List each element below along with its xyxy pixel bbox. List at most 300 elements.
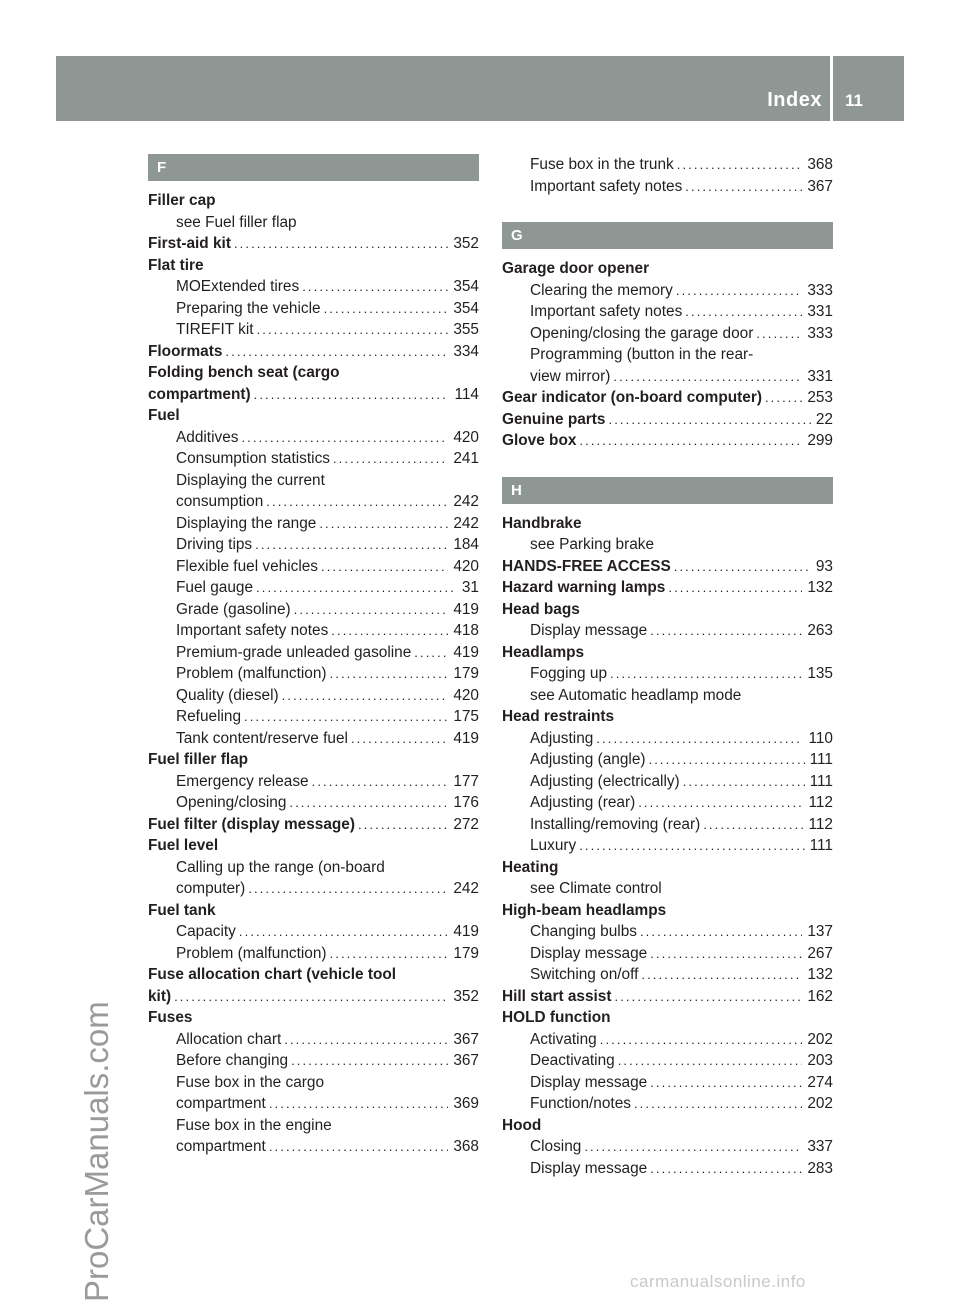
index-subentry[interactable]	[148, 427, 479, 449]
entry-text: Adjusting (angle)	[530, 751, 646, 768]
entry-text: Headlamps	[502, 643, 585, 661]
dot-leader	[330, 663, 449, 685]
entry-text: Tank content/reserve fuel	[176, 729, 348, 747]
dot-leader	[640, 921, 802, 943]
dot-leader	[289, 792, 448, 814]
page-ref[interactable]: 179	[453, 944, 479, 962]
entry-text: Hood	[502, 1116, 542, 1134]
entry-text: Premium-grade unleaded gasoline	[176, 643, 412, 661]
page-ref[interactable]: 22	[815, 410, 833, 428]
dot-leader	[333, 448, 448, 470]
page-ref[interactable]: 263	[807, 622, 833, 639]
index-heading	[502, 706, 833, 728]
page-ref[interactable]: 368	[807, 156, 833, 173]
dot-leader	[266, 491, 448, 513]
index-subentry[interactable]	[502, 1158, 833, 1180]
entry-text: Fuse box in the trunk	[530, 156, 674, 173]
page-ref[interactable]: 132	[807, 579, 833, 596]
dot-leader	[255, 534, 448, 556]
entry-text: Folding bench seat (cargo	[148, 364, 340, 381]
page-ref[interactable]: 203	[807, 1052, 833, 1069]
index-heading[interactable]	[148, 341, 479, 363]
index-subentry[interactable]	[502, 154, 833, 176]
entry-text: Fuse allocation chart (vehicle tool	[148, 966, 397, 983]
index-heading	[502, 513, 833, 535]
dot-leader	[579, 835, 804, 857]
index-heading[interactable]	[502, 986, 833, 1008]
index-heading	[502, 642, 833, 664]
index-subentry[interactable]	[502, 964, 833, 986]
page-ref[interactable]: 354	[453, 278, 479, 295]
index-heading[interactable]	[502, 409, 833, 431]
dot-leader	[256, 577, 457, 599]
page-ref[interactable]: 93	[815, 557, 833, 575]
index-subentry[interactable]	[148, 771, 479, 793]
entry-text: view mirror)	[530, 367, 611, 385]
entry-text: Head bags	[502, 600, 580, 618]
page-ref[interactable]: 177	[453, 772, 479, 790]
entry-text: Before changing	[176, 1052, 289, 1069]
entry-text: computer)	[176, 880, 246, 897]
page-title: Index	[767, 89, 822, 111]
dot-leader	[351, 728, 448, 750]
index-heading	[148, 190, 479, 212]
page-ref[interactable]: 368	[453, 1138, 479, 1155]
dot-leader	[254, 384, 450, 406]
entry-text: Preparing the vehicle	[176, 299, 321, 317]
page-ref[interactable]: 420	[453, 557, 479, 575]
page-ref[interactable]: 114	[454, 385, 479, 403]
dot-leader	[321, 556, 448, 578]
index-subentry	[502, 685, 833, 707]
index-subentry	[502, 534, 833, 556]
page-ref[interactable]: 175	[453, 708, 479, 725]
page-ref[interactable]: 135	[807, 665, 833, 682]
page-ref[interactable]: 419	[453, 729, 479, 747]
section-header: G	[502, 222, 833, 249]
entry-text: Fuse box in the cargo	[176, 1073, 325, 1091]
dot-leader	[282, 685, 449, 707]
dot-leader	[284, 1029, 448, 1051]
page-ref[interactable]: 352	[453, 987, 479, 1005]
dot-leader	[638, 792, 803, 814]
dot-leader	[302, 276, 448, 298]
index-subentry[interactable]	[148, 685, 479, 707]
index-subentry[interactable]	[148, 792, 479, 814]
index-heading[interactable]	[148, 814, 479, 836]
index-subentry[interactable]	[502, 280, 833, 302]
entry-text: Handbrake	[502, 514, 582, 532]
entry-text: Important safety notes	[176, 622, 329, 639]
index-heading	[502, 1115, 833, 1137]
page-ref[interactable]: 367	[807, 177, 833, 195]
entry-text: Fogging up	[530, 665, 608, 682]
dot-leader	[668, 577, 802, 599]
page-ref[interactable]: 179	[453, 665, 479, 682]
index-subentry[interactable]	[148, 448, 479, 470]
index-heading[interactable]	[502, 430, 833, 452]
index-subentry[interactable]	[148, 943, 479, 965]
index-subentry	[148, 857, 479, 879]
dot-leader	[618, 1050, 803, 1072]
entry-text: Grade (gasoline)	[176, 600, 291, 618]
section-header: H	[502, 477, 833, 504]
page-ref[interactable]: 419	[453, 643, 479, 661]
dot-leader	[703, 814, 803, 836]
entry-text: Problem (malfunction)	[176, 665, 327, 682]
page-ref[interactable]: 112	[808, 815, 833, 833]
dot-leader	[634, 1093, 802, 1115]
page-ref[interactable]: 112	[808, 794, 833, 811]
index-subentry[interactable]	[502, 728, 833, 750]
index-heading	[148, 362, 479, 384]
dot-leader	[331, 620, 448, 642]
index-subentry	[148, 212, 479, 234]
index-subentry	[502, 344, 833, 366]
index-heading[interactable]	[502, 556, 833, 578]
index-subentry[interactable]	[502, 1050, 833, 1072]
entry-text: Display message	[530, 944, 648, 962]
entry-text: Fuel filler flap	[148, 751, 249, 768]
entry-text: Fuel level	[148, 837, 219, 854]
page-ref[interactable]: 299	[807, 432, 833, 449]
entry-text: compartment)	[148, 385, 251, 403]
dot-leader	[756, 323, 802, 345]
entry-text: Luxury	[530, 837, 577, 854]
entry-text: Hill start assist	[502, 987, 612, 1005]
dot-leader	[674, 556, 811, 578]
index-subentry[interactable]	[148, 663, 479, 685]
entry-text: Flexible fuel vehicles	[176, 557, 319, 575]
entry-text: Allocation chart	[176, 1030, 282, 1048]
dot-leader	[241, 427, 448, 449]
index-heading[interactable]	[148, 233, 479, 255]
entry-text: Adjusting (electrically)	[530, 772, 680, 790]
dot-leader	[319, 513, 448, 535]
page-ref[interactable]: 202	[807, 1030, 833, 1048]
entry-text: see Fuel filler flap	[176, 213, 297, 231]
entry-text: Opening/closing	[176, 794, 287, 811]
entry-text: Fuel filter (display message)	[148, 815, 355, 833]
page-ref[interactable]: 202	[807, 1095, 833, 1112]
entry-text: Fuses	[148, 1009, 193, 1026]
page-ref[interactable]: 241	[453, 450, 479, 467]
page-ref[interactable]: 242	[453, 493, 479, 510]
entry-text: Fuse box in the engine	[176, 1116, 332, 1134]
entry-text: Glove box	[502, 432, 577, 449]
index-subentry[interactable]	[148, 298, 479, 320]
page-ref[interactable]: 367	[453, 1052, 479, 1069]
page-ref[interactable]: 132	[807, 966, 833, 983]
index-subentry[interactable]	[502, 1029, 833, 1051]
index-heading	[502, 1007, 833, 1029]
entry-text: Deactivating	[530, 1052, 615, 1069]
header-divider	[830, 56, 833, 121]
entry-text: High-beam headlamps	[502, 901, 667, 919]
page-ref[interactable]: 274	[807, 1073, 833, 1091]
page-ref[interactable]: 137	[807, 923, 833, 940]
dot-leader	[676, 280, 802, 302]
index-subentry[interactable]	[148, 878, 479, 900]
entry-text: Emergency release	[176, 772, 309, 790]
dot-leader	[650, 943, 802, 965]
index-subentry	[502, 878, 833, 900]
entry-text: Heating	[502, 858, 559, 876]
entry-text: MOExtended tires	[176, 278, 300, 295]
index-heading	[148, 405, 479, 427]
page-ref[interactable]: 367	[453, 1030, 479, 1048]
dot-leader	[615, 986, 803, 1008]
dot-leader	[414, 642, 448, 664]
index-subentry[interactable]	[148, 491, 479, 513]
index-subentry[interactable]	[502, 366, 833, 388]
dot-leader	[257, 319, 449, 341]
entry-text: Floormats	[148, 342, 223, 360]
dot-leader	[248, 878, 448, 900]
entry-text: Display message	[530, 1159, 648, 1177]
dot-leader	[649, 749, 805, 771]
page-ref[interactable]: 334	[453, 342, 479, 360]
entry-text: kit)	[148, 987, 172, 1005]
index-subentry[interactable]	[148, 556, 479, 578]
page-ref[interactable]: 333	[807, 281, 833, 299]
index-heading	[148, 1007, 479, 1029]
index-column-right	[502, 154, 833, 1179]
index-heading[interactable]	[502, 387, 833, 409]
dot-leader	[650, 1158, 802, 1180]
index-subentry[interactable]	[148, 728, 479, 750]
dot-leader	[330, 943, 449, 965]
side-watermark: ProCarManuals.com	[78, 1001, 115, 1302]
index-subentry[interactable]	[502, 301, 833, 323]
index-heading	[148, 749, 479, 771]
entry-text: Changing bulbs	[530, 923, 637, 940]
page-ref[interactable]: 176	[453, 794, 479, 811]
page-ref[interactable]: 331	[807, 367, 833, 385]
index-subentry[interactable]	[502, 835, 833, 857]
page-ref[interactable]: 242	[453, 880, 479, 897]
dot-leader	[358, 814, 448, 836]
entry-text: First-aid kit	[148, 235, 231, 252]
entry-text: Flat tire	[148, 256, 204, 274]
dot-leader	[650, 1072, 802, 1094]
page-ref[interactable]: 355	[453, 321, 479, 338]
dot-leader	[765, 387, 802, 409]
page-ref[interactable]: 283	[807, 1159, 833, 1177]
index-heading[interactable]	[502, 577, 833, 599]
entry-text: see Automatic headlamp mode	[530, 686, 742, 704]
page-ref[interactable]: 369	[453, 1095, 479, 1112]
page-ref[interactable]: 272	[453, 815, 479, 833]
entry-text: Displaying the range	[176, 514, 317, 532]
entry-text: Closing	[530, 1138, 582, 1155]
index-heading	[502, 857, 833, 879]
dot-leader	[244, 706, 448, 728]
index-subentry[interactable]	[148, 642, 479, 664]
index-subentry[interactable]	[148, 599, 479, 621]
index-subentry[interactable]	[502, 1136, 833, 1158]
index-subentry	[148, 470, 479, 492]
page-ref[interactable]: 111	[809, 772, 833, 790]
index-heading	[148, 835, 479, 857]
index-heading	[148, 900, 479, 922]
index-subentry[interactable]	[502, 921, 833, 943]
entry-text: compartment	[176, 1138, 266, 1155]
entry-text: consumption	[176, 493, 264, 510]
page-ref[interactable]: 111	[809, 837, 833, 854]
dot-leader	[579, 430, 802, 452]
page-number: 11	[845, 91, 863, 110]
index-heading	[502, 900, 833, 922]
entry-text: Driving tips	[176, 536, 253, 553]
dot-leader	[685, 301, 802, 323]
entry-text: Activating	[530, 1030, 597, 1048]
footer-watermark: carmanualsonline.info	[630, 1272, 806, 1291]
index-subentry[interactable]	[502, 176, 833, 198]
entry-text: see Parking brake	[530, 536, 655, 553]
entry-text: Problem (malfunction)	[176, 944, 327, 962]
dot-leader	[312, 771, 449, 793]
index-subentry[interactable]	[148, 319, 479, 341]
page-ref[interactable]: 253	[807, 389, 833, 406]
entry-text: Opening/closing the garage door	[530, 324, 754, 342]
entry-text: Function/notes	[530, 1095, 631, 1112]
dot-leader	[596, 728, 803, 750]
index-subentry[interactable]	[502, 620, 833, 642]
entry-text: Important safety notes	[530, 303, 683, 320]
page-ref[interactable]: 110	[808, 729, 833, 747]
entry-text: Important safety notes	[530, 177, 683, 195]
entry-text: Programming (button in the rear-	[530, 346, 754, 363]
index-subentry	[148, 1115, 479, 1137]
entry-text: Display message	[530, 622, 648, 639]
index-subentry[interactable]	[148, 276, 479, 298]
entry-text: see Climate control	[530, 880, 662, 897]
index-subentry[interactable]	[502, 814, 833, 836]
index-subentry[interactable]	[502, 663, 833, 685]
index-subentry[interactable]	[502, 1072, 833, 1094]
index-subentry[interactable]	[148, 1093, 479, 1115]
dot-leader	[234, 233, 448, 255]
dot-leader	[677, 154, 803, 176]
page-ref[interactable]: 419	[453, 600, 479, 618]
entry-text: Adjusting	[530, 729, 594, 747]
dot-leader	[613, 366, 802, 388]
page-ref[interactable]: 331	[807, 303, 833, 320]
page-ref[interactable]: 333	[807, 324, 833, 342]
dot-leader	[239, 921, 448, 943]
page-ref[interactable]: 31	[461, 579, 479, 596]
dot-leader	[269, 1093, 449, 1115]
entry-text: TIREFIT kit	[176, 321, 254, 338]
index-heading	[502, 258, 833, 280]
dot-leader	[683, 771, 805, 793]
index-subentry[interactable]	[148, 534, 479, 556]
index-subentry[interactable]	[502, 323, 833, 345]
index-subentry[interactable]	[148, 1050, 479, 1072]
entry-text: Genuine parts	[502, 410, 606, 428]
page-ref[interactable]: 337	[807, 1138, 833, 1155]
dot-leader	[324, 298, 449, 320]
index-subentry[interactable]	[148, 1029, 479, 1051]
entry-text: Additives	[176, 428, 239, 446]
entry-text: Filler cap	[148, 192, 216, 209]
index-column-left	[148, 154, 479, 1158]
dot-leader	[641, 964, 802, 986]
index-subentry[interactable]	[148, 513, 479, 535]
entry-text: Hazard warning lamps	[502, 579, 666, 596]
entry-text: Switching on/off	[530, 966, 639, 983]
entry-text: Displaying the current	[176, 471, 325, 489]
dot-leader	[685, 176, 802, 198]
entry-text: HOLD function	[502, 1009, 611, 1026]
entry-text: Refueling	[176, 708, 242, 725]
entry-text: Display message	[530, 1073, 648, 1091]
page-ref[interactable]: 162	[807, 987, 833, 1005]
index-subentry[interactable]	[148, 706, 479, 728]
entry-text: Fuel gauge	[176, 579, 254, 596]
index-subentry[interactable]	[502, 1093, 833, 1115]
index-subentry	[148, 1072, 479, 1094]
section-header: F	[148, 154, 479, 181]
entry-text: Consumption statistics	[176, 450, 330, 467]
page-ref[interactable]: 419	[453, 923, 479, 940]
dot-leader	[608, 409, 810, 431]
entry-text: Gear indicator (on-board computer)	[502, 389, 762, 406]
page-ref[interactable]: 267	[807, 944, 833, 962]
page-ref[interactable]: 354	[453, 299, 479, 317]
entry-text: Installing/removing (rear)	[530, 815, 701, 833]
dot-leader	[600, 1029, 803, 1051]
dot-leader	[610, 663, 802, 685]
entry-text: HANDS-FREE ACCESS	[502, 557, 671, 575]
entry-text: Calling up the range (on-board	[176, 858, 385, 876]
index-subentry[interactable]	[502, 792, 833, 814]
index-subentry[interactable]	[148, 577, 479, 599]
index-subentry[interactable]	[148, 921, 479, 943]
index-heading	[148, 964, 479, 986]
page-ref[interactable]: 418	[453, 622, 479, 639]
dot-leader	[650, 620, 802, 642]
index-subentry[interactable]	[148, 620, 479, 642]
dot-leader	[291, 1050, 448, 1072]
entry-text: Fuel	[148, 407, 180, 424]
page-ref[interactable]: 184	[453, 536, 479, 553]
dot-leader	[269, 1136, 449, 1158]
dot-leader	[294, 599, 449, 621]
index-heading	[148, 255, 479, 277]
entry-text: Clearing the memory	[530, 281, 673, 299]
dot-leader	[584, 1136, 802, 1158]
index-heading	[502, 599, 833, 621]
index-subentry[interactable]	[502, 771, 833, 793]
index-heading[interactable]	[148, 384, 479, 406]
index-heading[interactable]	[148, 986, 479, 1008]
page-ref[interactable]: 242	[453, 514, 479, 532]
dot-leader	[174, 986, 448, 1008]
dot-leader	[225, 341, 448, 363]
index-subentry[interactable]	[148, 1136, 479, 1158]
index-subentry[interactable]	[502, 943, 833, 965]
entry-text: Adjusting (rear)	[530, 794, 636, 811]
page-ref[interactable]: 111	[809, 751, 833, 768]
page-ref[interactable]: 352	[453, 235, 479, 252]
entry-text: Head restraints	[502, 708, 615, 725]
index-subentry[interactable]	[502, 749, 833, 771]
page-ref[interactable]: 420	[453, 686, 479, 704]
page-ref[interactable]: 420	[453, 428, 479, 446]
entry-text: compartment	[176, 1095, 266, 1112]
